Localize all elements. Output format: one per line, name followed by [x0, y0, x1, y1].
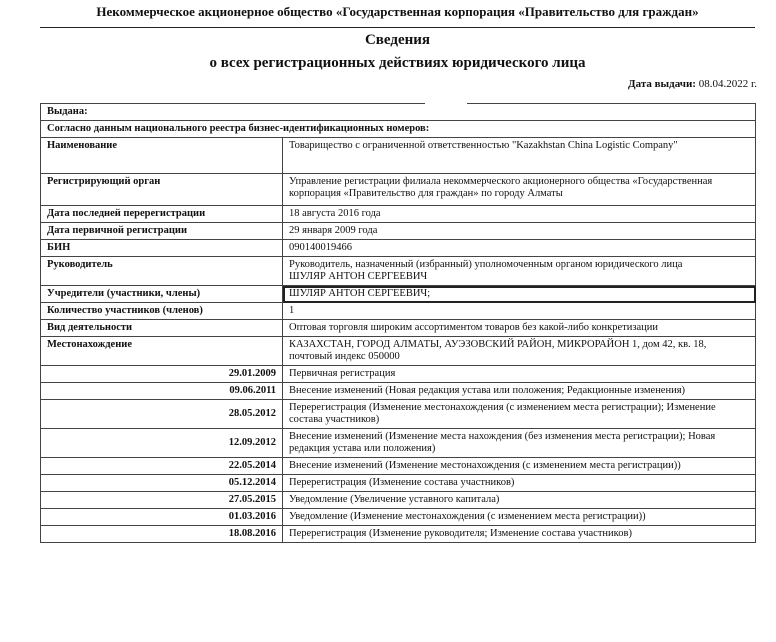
table-row [41, 337, 756, 366]
table-row [41, 366, 756, 383]
header-divider [40, 27, 755, 28]
history-date: 09.06.2011 [41, 383, 283, 400]
table-row [41, 121, 756, 138]
history-date: 22.05.2014 [41, 458, 283, 475]
table-row [41, 320, 756, 337]
table-border-gap [425, 100, 467, 106]
table-row [41, 429, 756, 458]
field-label: Учредители (участники, члены) [41, 286, 283, 303]
table-row [41, 174, 756, 206]
table-row [41, 104, 756, 121]
registration-table [40, 103, 756, 543]
field-value [283, 257, 756, 286]
table-row [41, 257, 756, 286]
table-row [41, 286, 756, 303]
issue-date-label: Дата выдачи: [628, 78, 696, 90]
history-date: 29.01.2009 [41, 366, 283, 383]
field-value: 29 января 2009 года [283, 223, 756, 240]
table-row [41, 206, 756, 223]
table-row [41, 223, 756, 240]
director-name: ШУЛЯР АНТОН СЕРГЕЕВИЧ [289, 271, 428, 282]
field-label: Вид деятельности [41, 320, 283, 337]
document-title: Сведения [364, 32, 431, 48]
field-label: Дата последней перерегистрации [41, 206, 283, 223]
history-action: Внесение изменений (Новая редакция устава или положения; Редакционные изменения) [283, 383, 756, 400]
history-action: Внесение изменений (Изменение места нахождения (без изменения места регистрации); Новая редакция устава или положения) [283, 429, 756, 458]
source-note-cell: Согласно данным национального реестра бизнес-идентификационных номеров: [41, 121, 756, 138]
field-label: Руководитель [41, 257, 283, 286]
field-label: Количество участников (членов) [41, 303, 283, 320]
table-row [41, 509, 756, 526]
director-role: Руководитель, назначенный (избранный) уполномоченным органом юридического лица [289, 259, 683, 270]
field-value: ШУЛЯР АНТОН СЕРГЕЕВИЧ; [283, 286, 756, 303]
field-value: Товарищество с ограниченной ответственностью "Kazakhstan China Logistic Company" [283, 138, 756, 174]
history-date: 27.05.2015 [41, 492, 283, 509]
table-row [41, 240, 756, 257]
history-action: Внесение изменений (Изменение местонахождения (с изменением места регистрации)) [283, 458, 756, 475]
field-label: БИН [41, 240, 283, 257]
field-value: Оптовая торговля широким ассортиментом товаров без какой-либо конкретизации [283, 320, 756, 337]
table-row [41, 458, 756, 475]
issue-date-value: 08.04.2022 г. [698, 78, 757, 90]
table-row [41, 383, 756, 400]
field-value: 1 [283, 303, 756, 320]
organization-name: Некоммерческое акционерное общество «Государственная корпорация «Правительство для граждан» [96, 4, 699, 19]
issued-to-cell: Выдана: [41, 104, 756, 121]
history-date: 28.05.2012 [41, 400, 283, 429]
field-label: Местонахождение [41, 337, 283, 366]
field-value: 18 августа 2016 года [283, 206, 756, 223]
history-date: 12.09.2012 [41, 429, 283, 458]
field-value: КАЗАХСТАН, ГОРОД АЛМАТЫ, АУЭЗОВСКИЙ РАЙОН, МИКРОРАЙОН 1, дом 42, кв. 18, почтовый индекс 050000 [283, 337, 756, 366]
table-row [41, 138, 756, 174]
history-action: Уведомление (Увеличение уставного капитала) [283, 492, 756, 509]
history-date: 18.08.2016 [41, 526, 283, 543]
document-subtitle: о всех регистрационных действиях юридического лица [209, 55, 586, 71]
table-row [41, 526, 756, 543]
field-value: 090140019466 [283, 240, 756, 257]
table-row [41, 303, 756, 320]
issue-date [628, 78, 757, 90]
history-date: 01.03.2016 [41, 509, 283, 526]
field-label: Дата первичной регистрации [41, 223, 283, 240]
field-label: Наименование [41, 138, 283, 174]
field-label: Регистрирующий орган [41, 174, 283, 206]
table-row [41, 492, 756, 509]
history-action: Перерегистрация (Изменение состава участников) [283, 475, 756, 492]
history-action: Уведомление (Изменение местонахождения (с изменением места регистрации)) [283, 509, 756, 526]
registration-table-container [40, 103, 756, 543]
history-action: Первичная регистрация [283, 366, 756, 383]
history-action: Перерегистрация (Изменение руководителя; Изменение состава участников) [283, 526, 756, 543]
table-row [41, 400, 756, 429]
history-action: Перерегистрация (Изменение местонахождения (с изменением места регистрации); Изменение состава участников) [283, 400, 756, 429]
field-value: Управление регистрации филиала некоммерческого акционерного общества «Государственная корпорация «Правительство для граждан» по городу Алматы [283, 174, 756, 206]
table-row [41, 475, 756, 492]
history-date: 05.12.2014 [41, 475, 283, 492]
